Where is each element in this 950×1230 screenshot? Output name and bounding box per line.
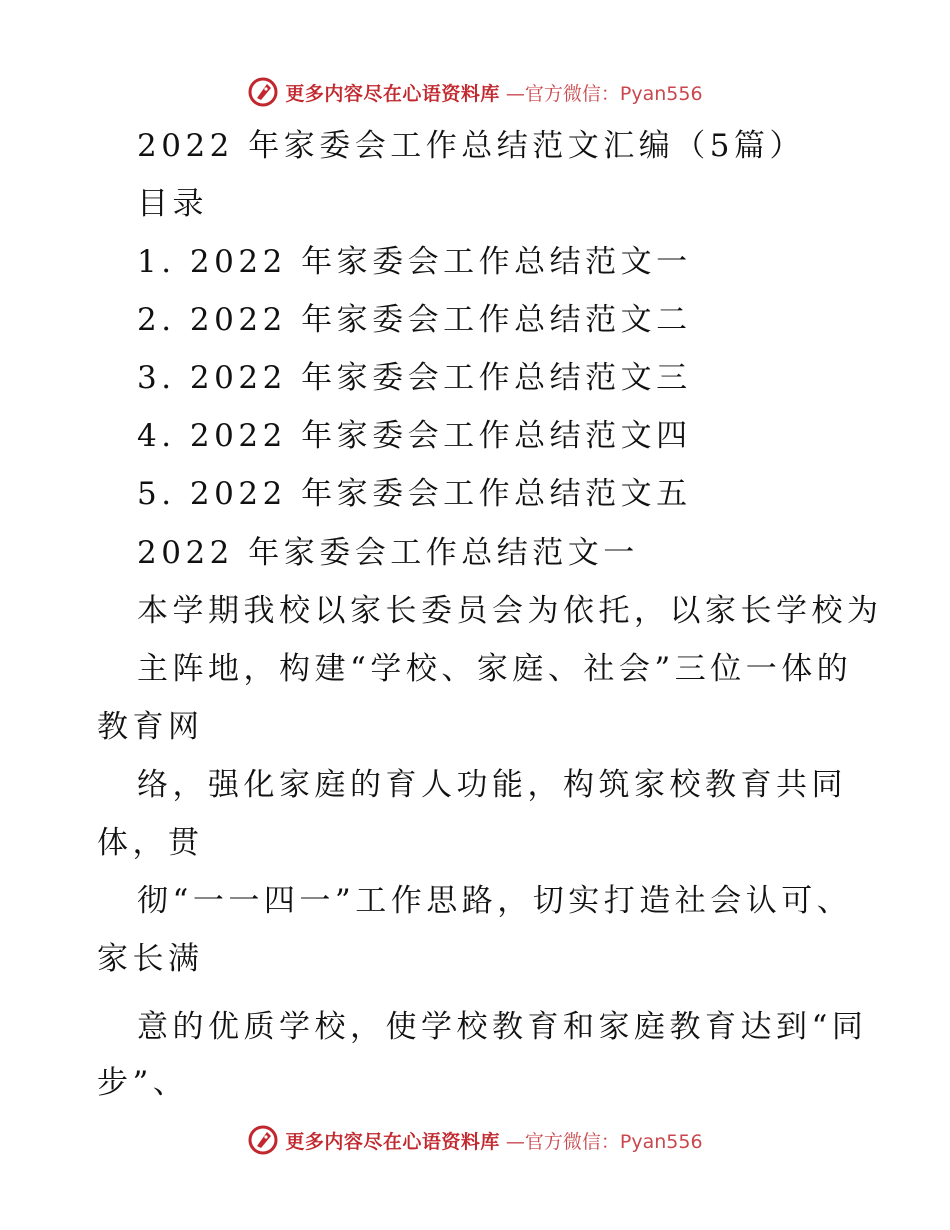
banner-main-text: 更多内容尽在心语资料库 (285, 1130, 500, 1153)
body-line: 体，贯 (97, 825, 204, 861)
body-line: 教育网 (97, 709, 204, 745)
banner-wechat-text: —官方微信：Pyan556 (505, 1130, 703, 1153)
document-title: 2022 年家委会工作总结范文汇编（5篇） (137, 128, 805, 164)
pen-nib-seal-icon (247, 1124, 279, 1156)
section-heading: 2022 年家委会工作总结范文一 (137, 535, 639, 571)
body-line: 意的优质学校，使学校教育和家庭教育达到“同 (137, 1009, 868, 1045)
header-banner (0, 72, 950, 112)
toc-item: 4. 2022 年家委会工作总结范文四 (137, 418, 692, 454)
pen-nib-seal-icon (247, 76, 279, 108)
banner-main-text: 更多内容尽在心语资料库 (285, 82, 500, 105)
toc-item: 1. 2022 年家委会工作总结范文一 (137, 244, 692, 280)
body-line: 主阵地，构建“学校、家庭、社会”三位一体的 (137, 651, 853, 687)
toc-item: 5. 2022 年家委会工作总结范文五 (137, 476, 692, 512)
toc-item: 2. 2022 年家委会工作总结范文二 (137, 302, 692, 338)
body-line: 彻“一一四一”工作思路，切实打造社会认可、 (137, 883, 853, 919)
body-line: 家长满 (97, 941, 204, 977)
body-line: 步”、 (97, 1065, 189, 1101)
footer-banner (0, 1120, 950, 1160)
toc-heading: 目录 (137, 186, 208, 222)
toc-item: 3. 2022 年家委会工作总结范文三 (137, 360, 692, 396)
body-line: 络，强化家庭的育人功能，构筑家校教育共同 (137, 767, 847, 803)
banner-wechat-text: —官方微信：Pyan556 (505, 82, 703, 105)
body-line: 本学期我校以家长委员会为依托，以家长学校为 (137, 593, 883, 629)
